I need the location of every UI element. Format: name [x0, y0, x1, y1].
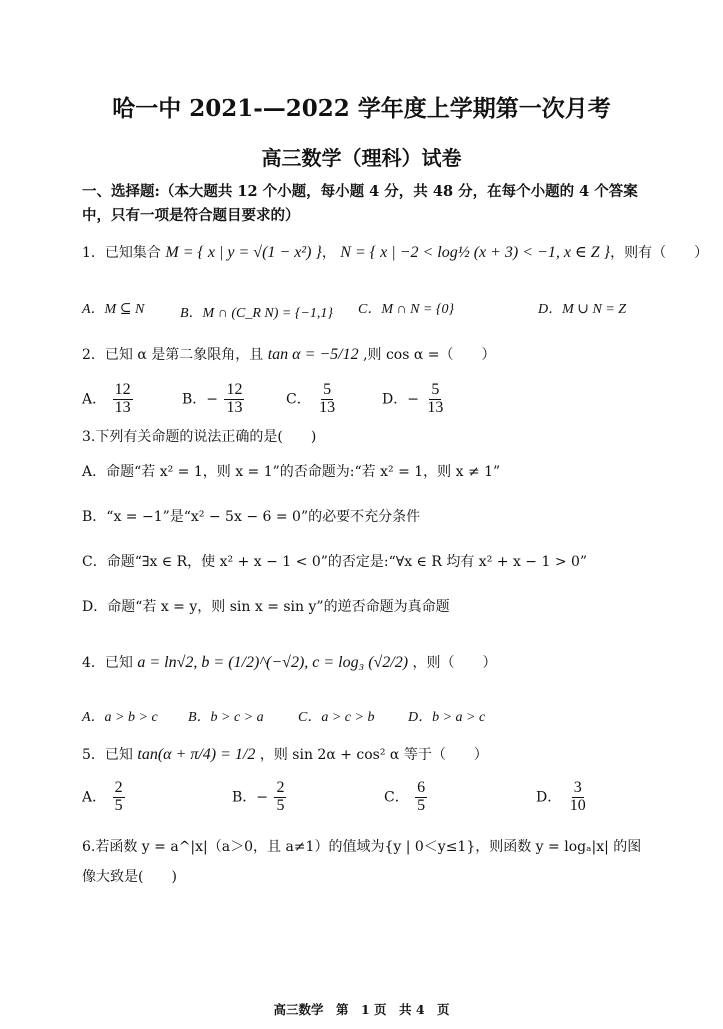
q1-set-m: M = { x | y = √(1 − x²) }: [165, 244, 322, 261]
q1-option-a: A．M ⊆ N: [82, 302, 145, 317]
q5-option-a-label: A．: [82, 789, 107, 806]
q4-prefix: 4．已知: [82, 655, 133, 671]
q2-option-b-label: B．−: [182, 391, 219, 408]
q3-option-d: D．命题“若 x = y，则 sin x = sin y”的逆否命题为真命题: [82, 599, 450, 615]
q2-option-b: [182, 382, 246, 417]
q2-option-b-fraction: $\frac{12}{13}$: [226, 381, 243, 416]
q5-option-c-fraction: $\frac{6}{5}$: [417, 779, 426, 814]
q5-option-b-label: B．−: [232, 789, 269, 806]
question-5-stem: [82, 744, 488, 764]
q2-option-a: [82, 382, 135, 417]
question-1-stem: [82, 242, 708, 262]
q2-stem-suffix: ,则 cos α =（ ）: [363, 347, 496, 363]
section-heading-line1: 一、选择题:（本大题共 12 个小题，每小题 4 分，共 48 分，在每个小题的 4 个答案: [82, 183, 638, 200]
q4-math: a = ln√2, b = (1/2)^(−√2), c = log₃ (√2/2): [137, 654, 409, 671]
q4-suffix: ，则（ ）: [412, 655, 497, 671]
q5-option-d: [536, 780, 590, 815]
q3-option-c: C．命题“∃x ∈ R，使 x² + x − 1 < 0”的否定是:“∀x ∈ R 均有 x² + x − 1 > 0”: [82, 554, 588, 570]
q5-option-c-label: C．: [384, 789, 409, 806]
q2-option-c: [286, 382, 339, 417]
q1-suffix: ，则有（ ）: [610, 245, 709, 261]
question-4-stem: [82, 652, 497, 672]
q5-math: tan(α + π/4) = 1/2: [137, 746, 256, 763]
q4-option-d: D．b > a > c: [408, 710, 486, 725]
q5-option-d-label: D．: [536, 789, 562, 806]
q5-suffix: ，则 sin 2α + cos² α 等于（ ）: [259, 747, 488, 763]
q5-option-b-fraction: $\frac{2}{5}$: [276, 779, 285, 814]
q5-option-d-fraction: $\frac{3}{10}$: [569, 779, 586, 814]
question-6-line1: 6.若函数 y = a^|x|（a＞0，且 a≠1）的值域为{y | 0＜y≤1}，则函数 y = logₐ|x| 的图: [82, 839, 642, 855]
question-6-line2: 像大致是( ): [82, 869, 177, 885]
q2-option-d: [382, 382, 447, 417]
page-footer: 高三数学 第 1 页 共 4 页: [273, 1002, 450, 1017]
q3-option-a: A．命题“若 x² = 1，则 x = 1”的否命题为:“若 x² = 1，则 x ≠ 1”: [82, 464, 501, 480]
q4-option-b: B．b > c > a: [188, 710, 264, 725]
q2-option-c-fraction: $\frac{5}{13}$: [319, 381, 336, 416]
q1-option-d: D．M ∪ N = Z: [538, 302, 627, 317]
q4-option-a: A．a > b > c: [82, 710, 158, 725]
question-2-stem: [82, 344, 496, 364]
q5-option-a-fraction: $\frac{2}{5}$: [114, 779, 123, 814]
page-subtitle: 高三数学（理科）试卷: [261, 146, 462, 170]
q2-option-d-fraction: $\frac{5}{13}$: [427, 381, 444, 416]
question-3-stem: 3.下列有关命题的说法正确的是( ): [82, 429, 317, 445]
q2-option-c-label: C．: [286, 391, 311, 408]
q2-stem-math: tan α = −5/12: [267, 346, 359, 363]
section-heading-line2: 中，只有一项是符合题目要求的）: [82, 207, 300, 224]
q5-prefix: 5．已知: [82, 747, 133, 763]
q1-comma: ，: [321, 245, 336, 261]
q2-stem-prefix: 2．已知 α 是第二象限角，且: [82, 347, 264, 363]
q2-option-a-fraction: $\frac{12}{13}$: [114, 381, 131, 416]
q5-option-c: [384, 780, 429, 815]
q2-option-a-label: A．: [82, 391, 107, 408]
q1-option-c: C．M ∩ N = {0}: [358, 302, 455, 317]
q1-prefix: 1．已知集合: [82, 245, 161, 261]
q5-option-a: [82, 780, 127, 815]
q4-option-c: C．a > c > b: [298, 710, 375, 725]
q1-option-b: B．M ∩ (C_R N) = {−1,1}: [180, 306, 333, 321]
q5-option-b: [232, 780, 288, 815]
q1-set-n: N = { x | −2 < log½ (x + 3) < −1, x ∈ Z }: [340, 244, 611, 261]
q3-option-b: B．“x = −1”是“x² − 5x − 6 = 0”的必要不充分条件: [82, 509, 421, 525]
q2-option-d-label: D．−: [382, 391, 419, 408]
page-title: 哈一中 2021-—2022 学年度上学期第一次月考: [112, 95, 611, 122]
